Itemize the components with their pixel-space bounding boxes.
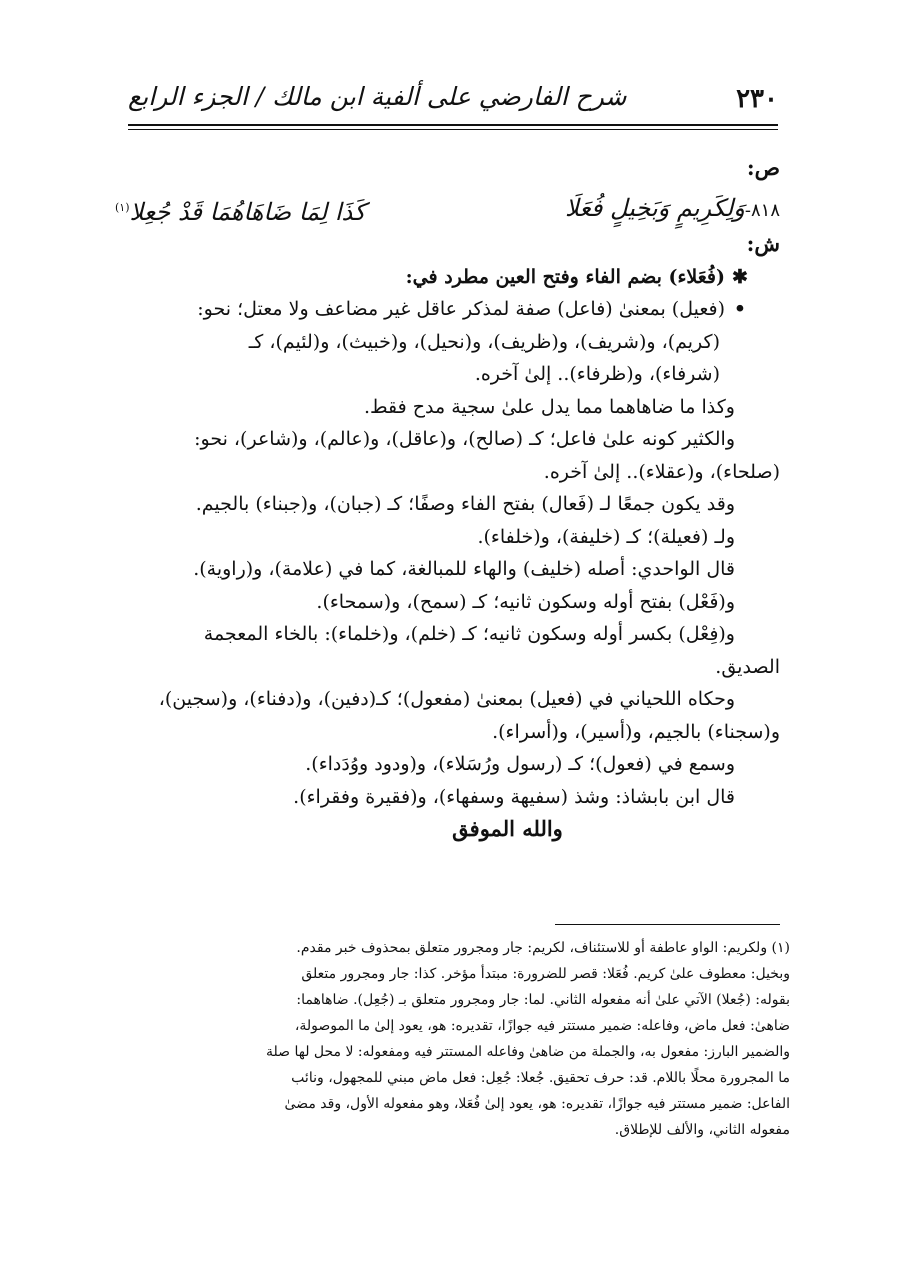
text-line: ولـ (فعيلة)؛ كـ (خليفة)، و(خلفاء).	[477, 525, 735, 548]
footnotes	[115, 935, 790, 1143]
footnote-line: الفاعل: ضمير مستتر فيه جوازًا، تقديره: هو، يعود إلىٰ فُعَلا، وهو مفعوله الأول، وقد مضىٰ	[284, 1096, 790, 1112]
running-title: شرح الفارضي على ألفية ابن مالك / الجزء الرابع	[128, 82, 627, 111]
section-label-commentary: ش:	[746, 231, 780, 256]
footnote-line: ضاهىٰ: فعل ماض، وفاعله: ضمير مستتر فيه جوازًا، تقديره: هو، يعود إلىٰ ما الموصولة،	[294, 1018, 790, 1034]
header-rule	[128, 124, 778, 126]
footnote-line: وبخيل: معطوف علىٰ كريم. فُعَلا: قصر للضرورة: مبتدأ مؤخر. كذا: جار ومجرور متعلق	[301, 966, 790, 982]
verse-second-half: كَذَا لِمَا ضَاهَاهُمَا قَدْ جُعِلا	[129, 198, 366, 226]
text-line: (صلحاء)، و(عقلاء).. إلىٰ آخره.	[543, 460, 780, 483]
verse-number: ٨١٨-	[744, 200, 780, 221]
footnote-separator	[555, 924, 780, 925]
footnote-marker: (١)	[115, 201, 130, 214]
header-rule-thin	[128, 129, 778, 130]
footnote-line: (١) ولكريم: الواو عاطفة أو للاستئناف، لكريم: جار ومجرور متعلق بمحذوف خبر مقدم.	[296, 940, 790, 956]
verse-line	[115, 188, 780, 228]
main-text	[115, 148, 780, 846]
text-line: و(سجناء) بالجيم، و(أسير)، و(أسراء).	[492, 720, 780, 743]
text-line: و(فَعْل) بفتح أوله وسكون ثانيه؛ كـ (سمح)، و(سمحاء).	[316, 590, 735, 613]
text-line: الصديق.	[715, 655, 780, 678]
closing-line: والله الموفق	[452, 816, 563, 841]
footnote-line: بقوله: (جُعلا) الآتي علىٰ أنه مفعوله الثاني. لما: جار ومجرور متعلق بـ (جُعِل). ضاهاهما:	[296, 992, 790, 1008]
text-line: وكذا ما ضاهاهما مما يدل علىٰ سجية مدح فقط.	[363, 395, 735, 418]
verse-first-half: وَلِكَرِيمٍ وَبَخِيلٍ فُعَلَا	[565, 194, 745, 222]
text-line: ✱(فُعَلاء) بضم الفاء وفتح العين مطرد في:	[115, 261, 780, 294]
footnote-line: والضمير البارز: مفعول به، والجملة من ضاهىٰ وفاعله المستتر فيه ومفعوله: لا محل لها صلة	[266, 1044, 790, 1060]
text-line: قال ابن بابشاذ: وشذ (سفيهة وسفهاء)، و(فقيرة وفقراء).	[293, 785, 735, 808]
footnote-line: ما المجرورة محلًا باللام. قد: حرف تحقيق. جُعلا: جُعِل: فعل ماض مبني للمجهول، ونائب	[291, 1070, 790, 1086]
text-line: والكثير كونه علىٰ فاعل؛ كـ (صالح)، و(عاقل)، و(عالم)، و(شاعر)، نحو:	[194, 428, 735, 450]
text-line: (كريم)، و(شريف)، و(ظريف)، و(نحيل)، و(خبيث)، و(لئيم)، كـ	[248, 330, 720, 353]
page-number: ٢٣٠	[736, 84, 778, 114]
bullet-icon: •	[733, 298, 747, 320]
text-line: (شرفاء)، و(ظرفاء).. إلىٰ آخره.	[474, 363, 720, 385]
asterisk-icon: ✱	[732, 265, 748, 288]
page-header	[128, 78, 778, 118]
footnote-line: مفعوله الثاني، والألف للإطلاق.	[614, 1122, 790, 1138]
text-line: و(فِعْل) بكسر أوله وسكون ثانيه؛ كـ (خلم)، و(خلماء): بالخاء المعجمة	[203, 623, 735, 645]
section-label-text: ص:	[746, 155, 780, 180]
text-line: •(فعيل) بمعنىٰ (فاعل) صفة لمذكر عاقل غير مضاعف ولا معتل؛ نحو:	[115, 293, 780, 326]
text-line: قال الواحدي: أصله (خليف) والهاء للمبالغة، كما في (علامة)، و(راوية).	[193, 558, 735, 580]
text-line: وحكاه اللحياني في (فعيل) بمعنىٰ (مفعول)؛ كـ(دفين)، و(دفناء)، و(سجين)،	[158, 688, 735, 710]
text-line: وقد يكون جمعًا لـ (فَعال) بفتح الفاء وصفًا؛ كـ (جبان)، و(جبناء) بالجيم.	[195, 493, 735, 515]
text-line: وسمع في (فعول)؛ كـ (رسول ورُسَلاء)، و(ودود ووُدَداء).	[305, 753, 735, 775]
